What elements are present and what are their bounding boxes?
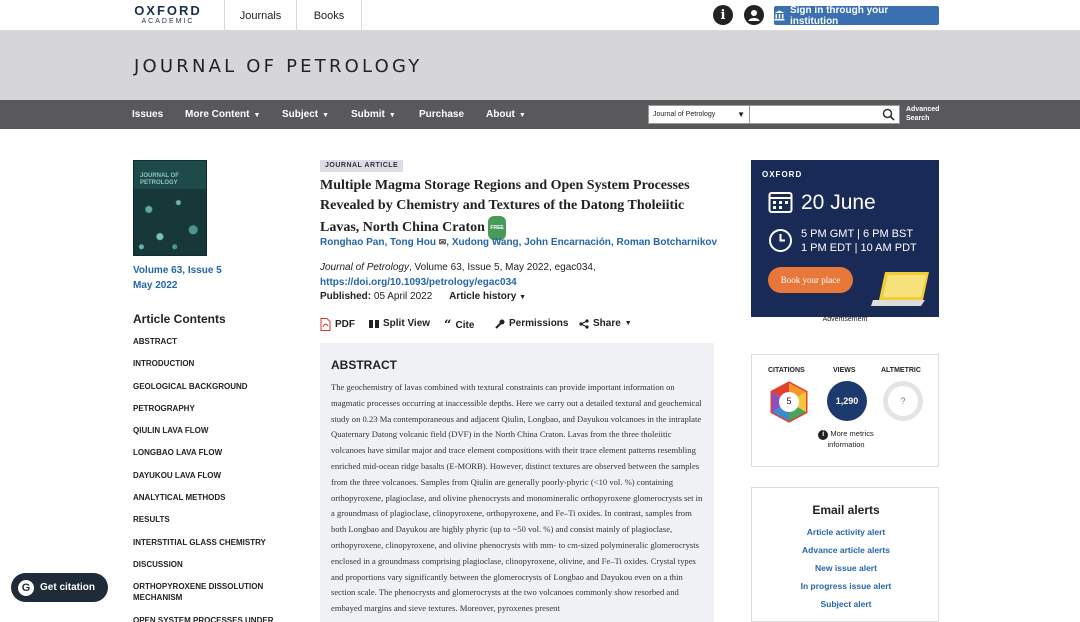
advanced-search-link[interactable] xyxy=(906,105,939,123)
sign-in-institution-button[interactable] xyxy=(774,6,939,25)
info-icon: i xyxy=(818,430,828,440)
ad-date: 20 June xyxy=(801,191,876,214)
chevron-down-icon: ▼ xyxy=(737,110,745,119)
views-count[interactable]: 1,290 xyxy=(827,381,867,421)
top-bar xyxy=(0,0,1080,31)
ad-times xyxy=(801,227,917,255)
caret-down-icon: ▼ xyxy=(518,112,526,119)
toc-item[interactable]: INTERSTITIAL GLASS CHEMISTRY xyxy=(133,537,266,547)
free-badge: FREE xyxy=(488,216,505,240)
author-list: Ronghao Pan, Tong Hou ✉, Xudong Wang, John Encarnación, Roman Botcharnikov xyxy=(320,237,718,248)
caret-down-icon: ▼ xyxy=(519,294,527,301)
article-history-label: Article history xyxy=(449,291,517,302)
email-alerts-heading: Email alerts xyxy=(812,503,880,517)
nav-about[interactable] xyxy=(486,100,526,129)
article-type-tag: JOURNAL ARTICLE xyxy=(320,160,403,172)
citation-details: , Volume 63, Issue 5, May 2022, egac034, xyxy=(408,262,596,273)
citations-label: CITATIONS xyxy=(768,367,805,374)
ad-time-line2: 1 PM EDT | 10 AM PDT xyxy=(801,242,917,254)
alert-link[interactable]: New issue alert xyxy=(815,563,877,573)
info-icon[interactable]: i xyxy=(713,5,733,25)
email-icon[interactable]: ✉ xyxy=(438,237,447,247)
split-view-button[interactable] xyxy=(369,318,430,329)
toc-item[interactable]: ANALYTICAL METHODS xyxy=(133,493,226,503)
toc-item[interactable]: ABSTRACT xyxy=(133,337,177,346)
split-view-icon xyxy=(369,319,379,329)
cover-title: JOURNAL OF PETROLOGY xyxy=(140,173,179,186)
published-date: 05 April 2022 xyxy=(373,291,433,302)
toc-item[interactable]: INTRODUCTION xyxy=(133,359,195,369)
nav-submit[interactable] xyxy=(351,100,396,129)
author-link[interactable]: Roman Botcharnikov xyxy=(616,237,718,248)
journal-name: Journal of Petrology xyxy=(320,262,409,273)
toc-item[interactable]: DAYUKOU LAVA FLOW xyxy=(133,470,221,480)
permissions-label: Permissions xyxy=(509,318,569,329)
share-button[interactable] xyxy=(579,318,632,329)
oxford-academic-logo[interactable] xyxy=(132,4,204,26)
citations-count: 5 xyxy=(786,396,792,406)
pdf-label: PDF xyxy=(335,319,355,330)
cover-artwork xyxy=(134,189,207,256)
quote-icon: “ xyxy=(444,318,452,333)
toc-item[interactable]: RESULTS xyxy=(133,515,170,525)
issue-volume: Volume 63, Issue 5 xyxy=(133,265,222,276)
altmetric-label: ALTMETRIC xyxy=(881,367,921,374)
logo-line2: ACADEMIC xyxy=(141,18,195,25)
laptop-illustration xyxy=(871,270,931,308)
main-nav xyxy=(0,100,1080,129)
calendar-icon xyxy=(768,189,793,214)
get-citation-label: Get citation xyxy=(40,582,96,593)
journal-banner xyxy=(0,31,1080,100)
share-icon xyxy=(579,319,589,329)
search-icon[interactable] xyxy=(882,108,895,121)
nav-more-content[interactable] xyxy=(185,100,260,129)
alert-link[interactable]: Advance article alerts xyxy=(802,545,890,555)
alert-link[interactable]: Article activity alert xyxy=(806,527,886,537)
nav-issues[interactable] xyxy=(132,100,163,129)
cite-label: Cite xyxy=(455,320,475,331)
account-icon[interactable] xyxy=(744,5,764,25)
wrench-icon xyxy=(495,319,505,329)
nav-about-label: About xyxy=(486,109,515,120)
toc-item[interactable]: OPEN SYSTEM PROCESSES UNDER xyxy=(133,615,274,622)
top-nav-journals[interactable]: Journals xyxy=(224,0,296,31)
author-link[interactable]: Tong Hou xyxy=(390,237,436,248)
cite-button[interactable] xyxy=(444,318,474,333)
citation-g-icon: G xyxy=(18,580,34,596)
toc-item[interactable]: ORTHOPYROXENE DISSOLUTION MECHANISM xyxy=(133,582,264,603)
clock-icon xyxy=(768,228,793,253)
abstract-text: The geochemistry of lavas combined with textural constraints can provide important information on magmatic processes occurring at inaccessible depths. Here we carry out a detailed textural and geochemical study on 0.23 Ma contemporaneous and adjacent Qiulin, Longbao, and Dayukou volcanoes in the intraplate Quaternary Datong volcanic field (DVF) in the North China Craton. Lavas from the three tholeiitic volcanoes have similar major and trace element compositions with their trace element patterns resembling enriched mid-ocean ridge basalts (E-MORB). However, distinct textures are observed between the samples from the three volcanoes. Samples from Qiulin are generally poorly-phyric (<10 vol. %) containing orthopyroxene, plagioclase, and olivine phenocrysts and monomineralic orthopyroxene glomerocrysts set in a groundmass of plagioclase, clinopyroxene, orthopyroxene, and Fe–Ti oxides. In contrast, samples from both Longbao and Dayukou are highly phyric (up to ~50 vol. %) and consist mainly of plagioclase, orthopyroxene, clinopyroxene, and olivine phenocrysts with mm- to cm-sized polymineralic glomerocrysts enclosed in a groundmass comprising plagioclase, clinopyroxene, olivine, and Fe–Ti oxides. Crystal types and proportions vary significantly between the glomerocrysts of Longbao and Dayukou even on a thin section scale. The phenocrysts and glomerocrysts at the two volcanoes commonly show resorbed and embayed margins and sieve textures. Moreover, pyroxenes present xyxy=(331,382,703,614)
permissions-button[interactable] xyxy=(495,318,568,329)
article-tools xyxy=(320,318,715,334)
more-metrics-link[interactable] xyxy=(752,429,940,450)
journal-cover-image[interactable] xyxy=(133,160,207,256)
caret-down-icon: ▼ xyxy=(388,112,396,119)
views-label: VIEWS xyxy=(833,367,856,374)
advertisement-banner[interactable] xyxy=(751,160,939,317)
published-label: Published: xyxy=(320,291,372,302)
toc-item[interactable]: LONGBAO LAVA FLOW xyxy=(133,448,223,458)
article-contents-list xyxy=(133,336,283,622)
share-label: Share xyxy=(593,318,621,329)
search-scope-value: Journal of Petrology xyxy=(653,111,716,118)
advanced-search-line2: Search xyxy=(906,115,930,122)
book-your-place-button[interactable]: Book your place xyxy=(768,267,853,293)
nav-more-content-label: More Content xyxy=(185,109,250,120)
split-view-label: Split View xyxy=(383,318,431,329)
get-citation-button[interactable] xyxy=(11,573,108,602)
nav-subject[interactable] xyxy=(282,100,329,129)
issue-link[interactable] xyxy=(133,263,222,293)
search-box xyxy=(648,105,900,124)
more-metrics-line1: More metrics xyxy=(830,429,874,438)
journal-title[interactable]: JOURNAL OF PETROLOGY xyxy=(134,56,423,77)
alert-link[interactable]: Subject alert xyxy=(820,599,872,609)
more-metrics-line2: information xyxy=(827,440,865,449)
issue-date: May 2022 xyxy=(133,280,178,291)
author-link[interactable]: Ronghao Pan xyxy=(320,237,385,248)
nav-purchase[interactable] xyxy=(419,100,464,129)
nav-issues-label: Issues xyxy=(132,109,164,120)
email-alerts-list xyxy=(752,527,940,617)
metrics-panel xyxy=(751,354,939,467)
ad-time-line1: 5 PM GMT | 6 PM BST xyxy=(801,228,914,240)
caret-down-icon: ▼ xyxy=(253,112,261,119)
toc-item[interactable]: GEOLOGICAL BACKGROUND xyxy=(133,381,248,391)
advertisement-label: Advertisement xyxy=(822,316,868,323)
toc-item[interactable]: PETROGRAPHY xyxy=(133,403,195,413)
citation-block xyxy=(320,260,596,290)
article-title xyxy=(320,176,720,240)
toc-item[interactable]: DISCUSSION xyxy=(133,559,183,569)
advanced-search-line1: Advanced xyxy=(906,106,940,113)
email-alerts-panel xyxy=(751,487,939,622)
article-title-text: Multiple Magma Storage Regions and Open System Processes Revealed by Chemistry and Textures of the Datong Tholeiitic Lavas, North China Craton xyxy=(320,178,690,236)
alert-link[interactable]: In progress issue alert xyxy=(800,581,892,591)
published-line xyxy=(320,291,526,302)
article-history-toggle[interactable] xyxy=(449,291,526,302)
nav-subject-label: Subject xyxy=(282,109,319,120)
caret-down-icon: ▼ xyxy=(322,112,330,119)
nav-submit-label: Submit xyxy=(351,109,385,120)
top-nav-books[interactable]: Books xyxy=(296,0,362,31)
caret-down-icon: ▼ xyxy=(624,320,632,327)
altmetric-badge[interactable]: ? xyxy=(883,381,923,421)
author-link[interactable]: Xudong Wang xyxy=(451,237,519,248)
abstract-heading: ABSTRACT xyxy=(331,358,397,372)
sign-in-label: Sign in through your institution xyxy=(789,4,889,27)
ad-brand: OXFORD xyxy=(762,170,803,179)
toc-item[interactable]: QIULIN LAVA FLOW xyxy=(133,426,209,436)
pdf-button[interactable] xyxy=(320,318,355,331)
author-link[interactable]: John Encarnación xyxy=(524,237,611,248)
institution-icon xyxy=(774,10,785,21)
abstract-panel xyxy=(320,343,714,622)
doi-link[interactable]: https://doi.org/10.1093/petrology/egac034 xyxy=(320,277,517,288)
nav-purchase-label: Purchase xyxy=(419,109,465,120)
logo-line1: OXFORD xyxy=(134,3,202,18)
pdf-icon xyxy=(320,318,331,331)
search-scope-select[interactable] xyxy=(649,106,750,123)
article-contents-heading: Article Contents xyxy=(133,312,226,326)
